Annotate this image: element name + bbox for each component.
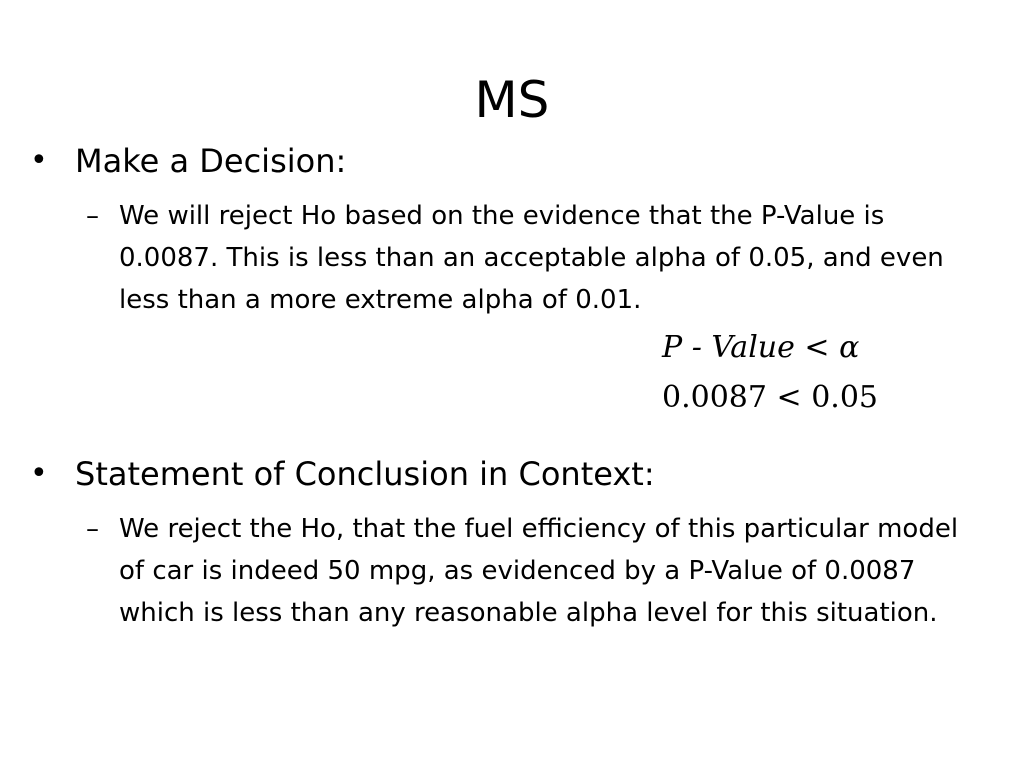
equation-operator: < <box>804 330 830 365</box>
bullet-heading: Statement of Conclusion in Context: <box>75 455 655 493</box>
equation-lhs: P - Value <box>662 330 795 365</box>
bullet-dot-icon: • <box>30 143 48 178</box>
bullet-dot-icon: • <box>30 456 48 491</box>
equation-rhs: 0.05 <box>811 380 879 415</box>
equation-line-2 <box>662 376 878 420</box>
equation-line-1 <box>662 326 859 370</box>
equation-rhs: α <box>839 330 860 365</box>
sub-bullet-text: We will reject Ho based on the evidence that the P-Value is 0.0087. This is less than an acceptable alpha of 0.05, and even less than a more extreme alpha of 0.01. <box>119 201 944 315</box>
equation-operator: < <box>776 380 802 415</box>
dash-icon: – <box>86 201 99 231</box>
slide-title: MS <box>474 71 550 129</box>
bullet-heading: Make a Decision: <box>75 142 347 180</box>
dash-icon: – <box>86 514 99 544</box>
sub-bullet-text: We reject the Ho, that the fuel efficiency of this particular model of car is indeed 50 mpg, as evidenced by a P-Value of 0.0087 which is less than any reasonable alpha level for this situation. <box>119 514 959 628</box>
equation-lhs: 0.0087 <box>662 380 767 415</box>
